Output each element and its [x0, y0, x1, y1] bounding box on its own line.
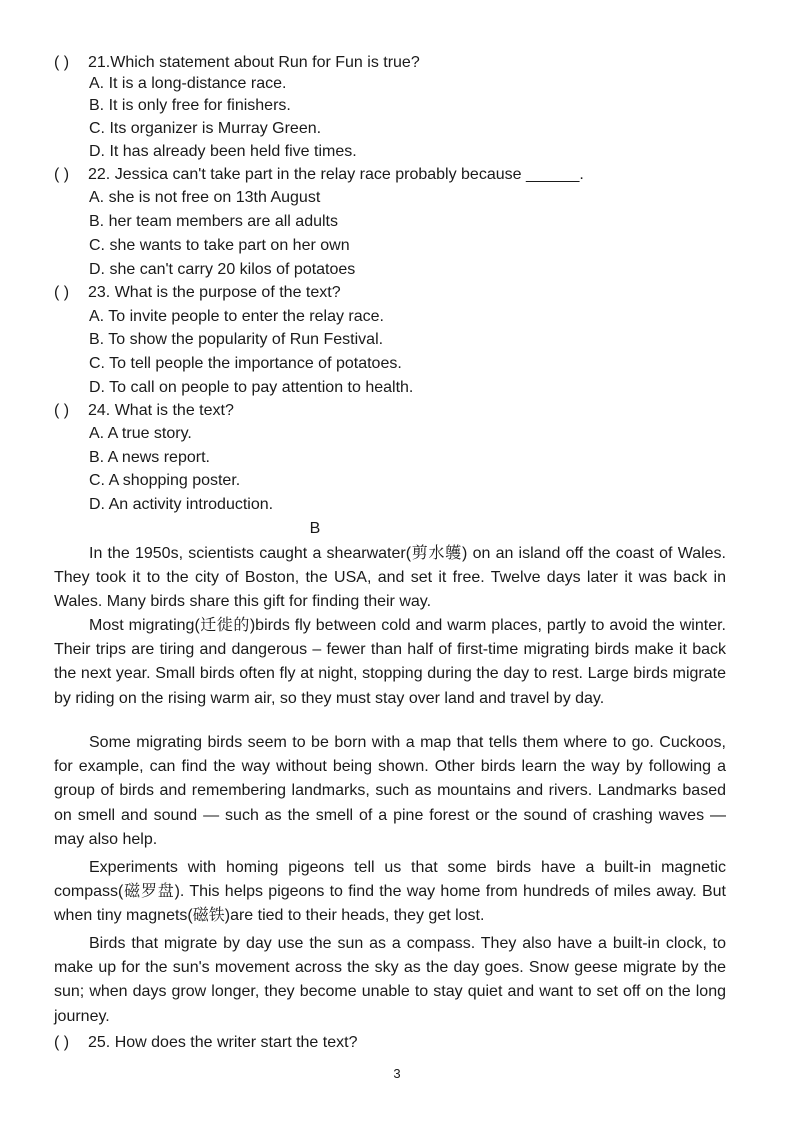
option-24-d: D. An activity introduction.	[89, 496, 274, 513]
option-22-d: D. she can't carry 20 kilos of potatoes	[89, 261, 356, 278]
option-24-b: B. A news report.	[89, 449, 210, 466]
option-24-a: A. A true story.	[89, 425, 192, 442]
question-25	[54, 1032, 754, 1054]
option-22-a: A. she is not free on 13th August	[89, 189, 321, 206]
option-21-c: C. Its organizer is Murray Green.	[89, 120, 322, 137]
page-number: 3	[393, 1066, 401, 1081]
option-23-d: D. To call on people to pay attention to health.	[89, 379, 414, 396]
question-22	[54, 164, 754, 186]
option-23-a: A. To invite people to enter the relay race.	[89, 308, 384, 325]
section-label: B	[309, 520, 321, 537]
question-text: 22. Jessica can't take part in the relay race probably because ______.	[88, 166, 584, 183]
question-21	[54, 52, 754, 74]
passage-paragraph-4: Experiments with homing pigeons tell us that some birds have a built-in magnetic compass(磁罗盘). This helps pigeons to find the way home from hundreds of miles away. But when tiny magnets(磁铁)are tied to their heads, they get lost.	[54, 859, 726, 925]
answer-bracket[interactable]: ( )	[54, 402, 70, 419]
option-21-b: B. It is only free for finishers.	[89, 97, 291, 114]
question-24	[54, 400, 754, 422]
option-23-c: C. To tell people the importance of potatoes.	[89, 355, 402, 372]
answer-bracket[interactable]: ( )	[54, 166, 70, 183]
answer-bracket[interactable]: ( )	[54, 54, 70, 71]
answer-bracket[interactable]: ( )	[54, 284, 70, 301]
question-23	[54, 282, 754, 304]
question-text: 24. What is the text?	[88, 402, 234, 419]
option-21-d: D. It has already been held five times.	[89, 143, 357, 160]
passage-paragraph-5: Birds that migrate by day use the sun as a compass. They also have a built-in clock, to make up for the sun's movement across the sky as the day goes. Snow geese migrate by the sun; when days grow longer, they become unable to stay quiet and want to set off on the long journey.	[54, 935, 726, 1025]
passage-paragraph-3: Some migrating birds seem to be born with a map that tells them where to go. Cuckoos, for example, can find the way without being shown. Other birds learn the way by following a group of birds and remembering landmarks, such as mountains and rivers. Landmarks based on smell and sound — such as the smell of a pine forest or the sound of crashing waves — may also help.	[54, 734, 726, 848]
passage-paragraph-1: In the 1950s, scientists caught a shearwater(剪水鹱) on an island off the coast of Wales. They took it to the city of Boston, the USA, and set it free. Twelve days later it was back in Wales. Many birds share this gift for finding their way.	[54, 545, 726, 611]
option-22-b: B. her team members are all adults	[89, 213, 338, 230]
question-text: 25. How does the writer start the text?	[88, 1034, 358, 1051]
option-22-c: C. she wants to take part on her own	[89, 237, 350, 254]
question-text: 21.Which statement about Run for Fun is true?	[88, 54, 420, 71]
passage-paragraph-2: Most migrating(迁徙的)birds fly between cold and warm places, partly to avoid the winter. Their trips are tiring and dangerous – fewer than half of first-time migrating birds make it back the next year. Small birds often fly at night, stopping during the day to rest. Large birds migrate by riding on the rising warm air, so they must stay over land and travel by day.	[54, 617, 726, 707]
question-text: 23. What is the purpose of the text?	[88, 284, 341, 301]
answer-bracket[interactable]: ( )	[54, 1034, 70, 1051]
option-21-a: A. It is a long-distance race.	[89, 75, 287, 92]
option-23-b: B. To show the popularity of Run Festival.	[89, 331, 384, 348]
option-24-c: C. A shopping poster.	[89, 472, 241, 489]
